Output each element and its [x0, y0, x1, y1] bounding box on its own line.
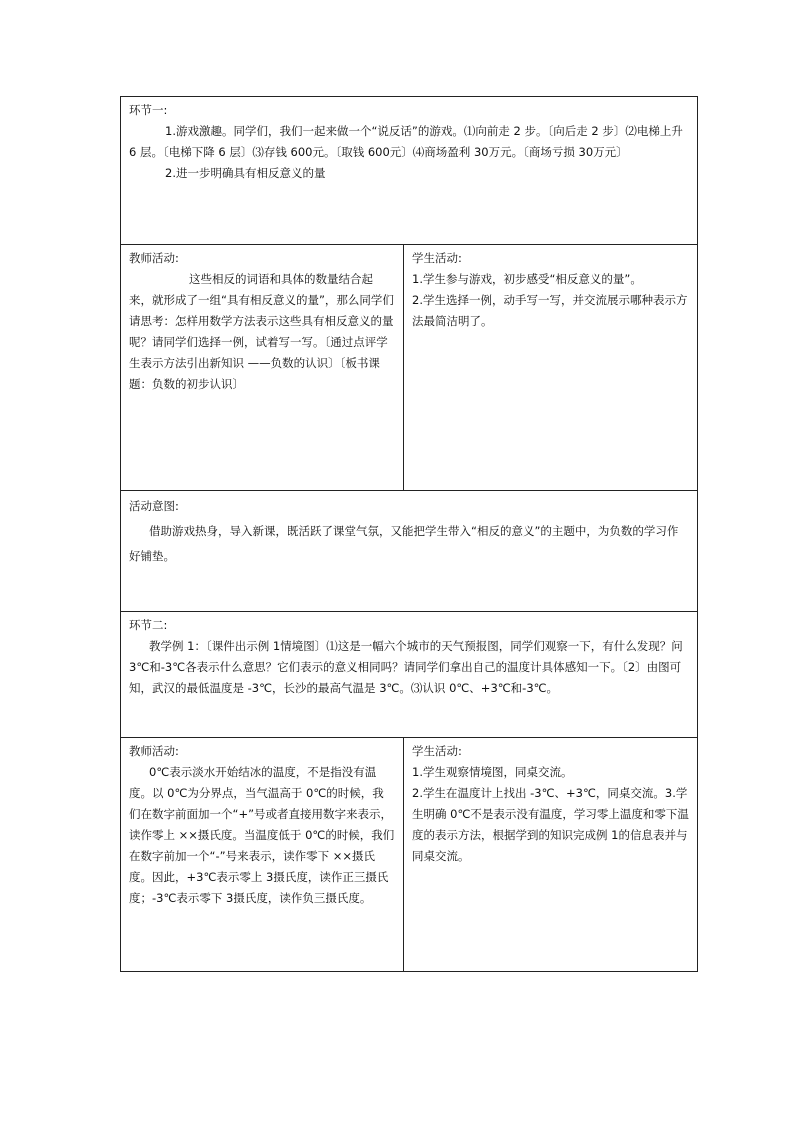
teacher-activity-2-text: 0℃表示淡水开始结冰的温度，不是指没有温度。以 0℃为分界点，当气温高于 0℃的时候，我们在数字前面加一个“+”号或者直接用数字来表示，读作零上 ××摄氏度。当温度低于 0℃的时候，我们在数字前加一个“-”号来表示，读作零下 ××摄氏度。因此，+3℃表示零上 3摄氏度，读作正三摄氏度；-3℃表示零下 3摄氏度，读作负三摄氏度。 — [129, 765, 395, 905]
lesson-plan-table — [120, 96, 698, 972]
intent-text: 借助游戏热身，导入新课，既活跃了课堂气氛，又能把学生带入“相反的意义”的主题中，为负数的学习作好铺垫。 — [129, 524, 679, 563]
section2-row — [121, 612, 698, 738]
activity2-row — [121, 738, 698, 972]
teacher-activity-1-cell — [121, 245, 404, 491]
activity1-row — [121, 245, 698, 491]
intent-label: 活动意图: — [129, 499, 179, 513]
teacher-activity-1-label: 教师活动: — [129, 251, 179, 265]
teacher-activity-1-text: 这些相反的词语和具体的数量结合起来，就形成了一组“具有相反意义的量”，那么同学们请思考：怎样用数学方法表示这些具有相反意义的量呢？请同学们选择一例，试着写一写。〔通过点评学生表示方法引出新知识 ——负数的认识〕〔板书课题：负数的初步认识〕 — [129, 272, 394, 391]
student-activity-1-item-2: 2.学生选择一例，动手写一写，并交流展示哪种表示方法最简洁明了。 — [412, 293, 688, 328]
section2-cell — [121, 612, 698, 738]
student-activity-1-cell — [404, 245, 698, 491]
student-activity-1-label: 学生活动: — [412, 251, 462, 265]
section2-text: 教学例 1：〔课件出示例 1情境图〕⑴这是一幅六个城市的天气预报图，同学们观察一下，有什么发现？问 3℃和-3℃各表示什么意思？它们表示的意义相同吗？请同学们拿出自己的温度计具体感知一下。〔2〕由图可知，武汉的最低温度是 -3℃，长沙的最高气温是 3℃。⑶认识 0℃、+3℃和-3℃。 — [129, 639, 683, 695]
section1-game-text: 1.游戏激趣。同学们，我们一起来做一个“说反话”的游戏。⑴向前走 2 步。〔向后走 2 步〕⑵电梯上升 6 层。〔电梯下降 6 层〕⑶存钱 600元。〔取钱 600元〕⑷商场盈利 30万元。〔商场亏损 30万元〕 — [129, 124, 683, 159]
student-activity-2-label: 学生活动: — [412, 744, 462, 758]
section1-label: 环节一: — [129, 103, 168, 117]
teacher-activity-2-cell — [121, 738, 404, 972]
intent-row — [121, 491, 698, 612]
section1-cell — [121, 97, 698, 245]
intent-cell — [121, 491, 698, 612]
section1-clarify-text: 2.进一步明确具有相反意义的量 — [165, 166, 326, 180]
student-activity-2-item-1: 1.学生观察情境图，同桌交流。 — [412, 765, 573, 779]
student-activity-2-item-2: 2.学生在温度计上找出 -3℃、+3℃，同桌交流。3.学生明确 0℃不是表示没有温度，学习零上温度和零下温度的表示方法，根据学到的知识完成例 1的信息表并与同桌交流。 — [412, 786, 689, 863]
student-activity-2-cell — [404, 738, 698, 972]
teacher-activity-2-label: 教师活动: — [129, 744, 179, 758]
section1-row — [121, 97, 698, 245]
student-activity-1-item-1: 1.学生参与游戏，初步感受“相反意义的量”。 — [412, 272, 642, 286]
section2-label: 环节二: — [129, 618, 168, 632]
